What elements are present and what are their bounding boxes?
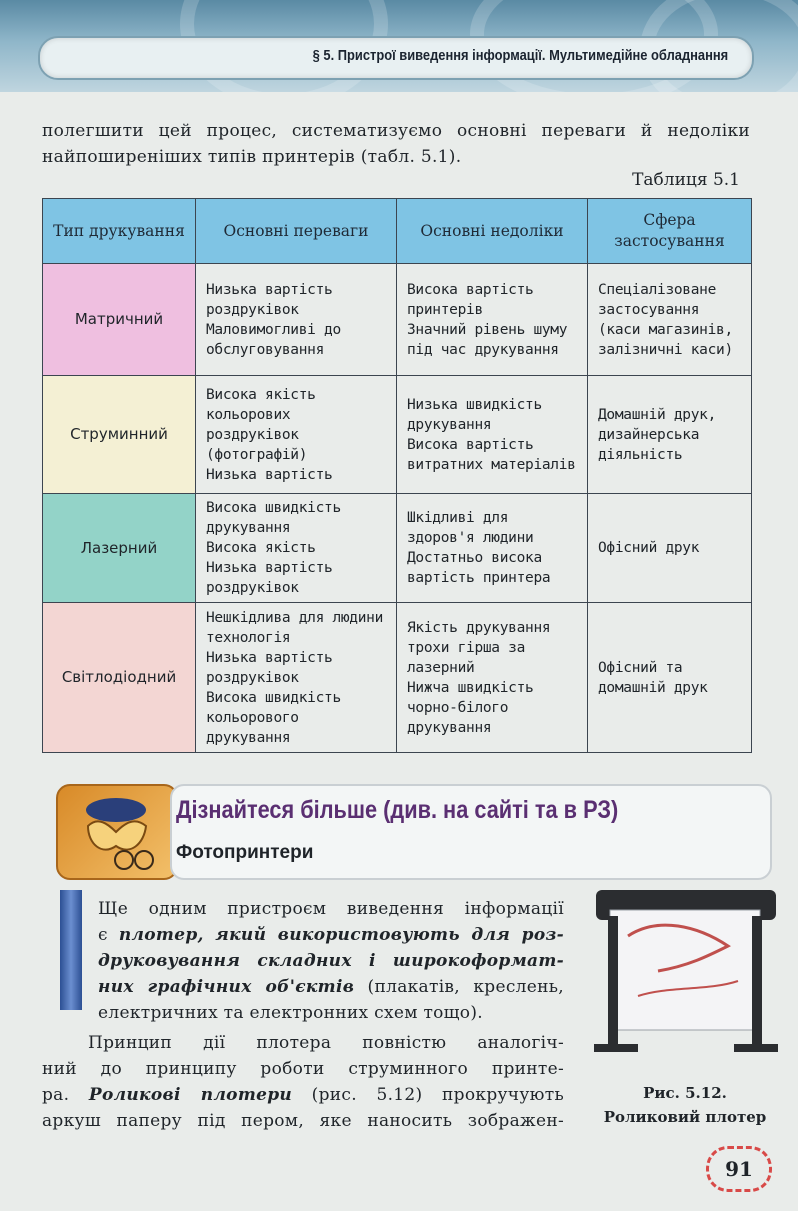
cell-scope: Домашній друк, дизайнерська діяльність <box>588 376 752 494</box>
intro-line-1: полегшити цей процес, систематизуємо основні переваги й недоліки <box>42 121 750 141</box>
learn-more-icon <box>56 784 178 880</box>
cell-disadvantages: Низька швидкість друкування Висока вартість витратних матеріалів <box>397 376 588 494</box>
cell-advantages: Висока швидкість друкування Висока якість Низька вартість роздруківок <box>196 494 397 603</box>
table-caption: Таблиця 5.1 <box>632 170 740 190</box>
table-row <box>43 376 752 494</box>
learn-more-title: Дізнайтеся більше (див. на сайті та в РЗ) <box>176 796 619 824</box>
p2-line-3-start: ра. <box>42 1085 89 1105</box>
cell-type: Лазерний <box>43 494 196 603</box>
table-header-row <box>43 199 752 264</box>
table-row <box>43 264 752 376</box>
p1-line-2-start: є <box>98 925 119 945</box>
col-header-type: Тип друкування <box>43 199 196 264</box>
p1-line-2 <box>98 922 564 948</box>
p2-line-2: ний до принципу роботи струминного принте- <box>42 1059 564 1079</box>
page-number: 91 <box>706 1146 772 1192</box>
p1-line-1: Ще одним пристроєм виведення інформації <box>98 899 564 919</box>
cell-scope: Офісний та домашній друк <box>588 603 752 753</box>
table-row <box>43 494 752 603</box>
p2-line-1: Принцип дії плотера повністю аналогіч- <box>88 1033 564 1053</box>
cell-type: Світлодіодний <box>43 603 196 753</box>
cell-advantages: Нешкідлива для людини технологія Низька вартість роздруківок Висока швидкість кольорового друкування <box>196 603 397 753</box>
cell-disadvantages: Шкідливі для здоров'я людини Достатньо висока вартість принтера <box>397 494 588 603</box>
cell-type: Струминний <box>43 376 196 494</box>
cell-type: Матричний <box>43 264 196 376</box>
cell-scope: Офісний друк <box>588 494 752 603</box>
section-header <box>38 36 754 80</box>
learn-more-subtitle: Фотопринтери <box>176 842 314 863</box>
p1-line-5: електричних та електронних схем тощо). <box>98 1003 483 1023</box>
p2-line-3-rest: (рис. 5.12) прокручують <box>292 1085 564 1105</box>
definition-marker <box>60 890 82 1010</box>
cell-advantages: Низька вартість роздруківок Маловимогливі до обслуговування <box>196 264 397 376</box>
col-header-scope: Сфера застосування <box>588 199 752 264</box>
p1-line-4-em: них графічних об'єктів <box>98 977 355 997</box>
intro-line-2: найпоширеніших типів принтерів (табл. 5.1). <box>42 147 462 167</box>
p1-line-2-rest: , який використовують для роз- <box>197 925 565 945</box>
plotter-image <box>588 876 782 1066</box>
cell-advantages: Висока якість кольорових роздруківок (фотографій) Низька вартість <box>196 376 397 494</box>
p1-line-4-rest: (плакатів, креслень, <box>354 977 564 997</box>
col-header-disadvantages: Основні недоліки <box>397 199 588 264</box>
col-header-advantages: Основні переваги <box>196 199 397 264</box>
p1-line-3-text: друковування складних і широкоформат- <box>98 951 564 971</box>
printer-comparison-table <box>42 198 752 753</box>
table-row <box>43 603 752 753</box>
p1-line-4 <box>98 974 564 1000</box>
figure-number: Рис. 5.12. <box>643 1084 727 1102</box>
p2-line-4: аркуш паперу під пером, яке наносить зображен- <box>42 1111 564 1131</box>
p2-line-3 <box>42 1082 564 1108</box>
term-roller-plotters: Роликові плотери <box>88 1085 293 1105</box>
cell-scope: Спеціалізоване застосування (каси магазинів, залізничні каси) <box>588 264 752 376</box>
p1-line-3 <box>98 948 564 974</box>
cell-disadvantages: Висока вартість принтерів Значний рівень шуму під час друкування <box>397 264 588 376</box>
cell-disadvantages: Якість друкування трохи гірша за лазерний Нижча швидкість чорно-білого друкування <box>397 603 588 753</box>
figure-caption: Роликовий плотер <box>603 1108 767 1126</box>
section-title: § 5. Пристрої виведення інформації. Мультимедійне обладнання <box>312 47 728 64</box>
term-plotter: плотер <box>118 925 198 945</box>
